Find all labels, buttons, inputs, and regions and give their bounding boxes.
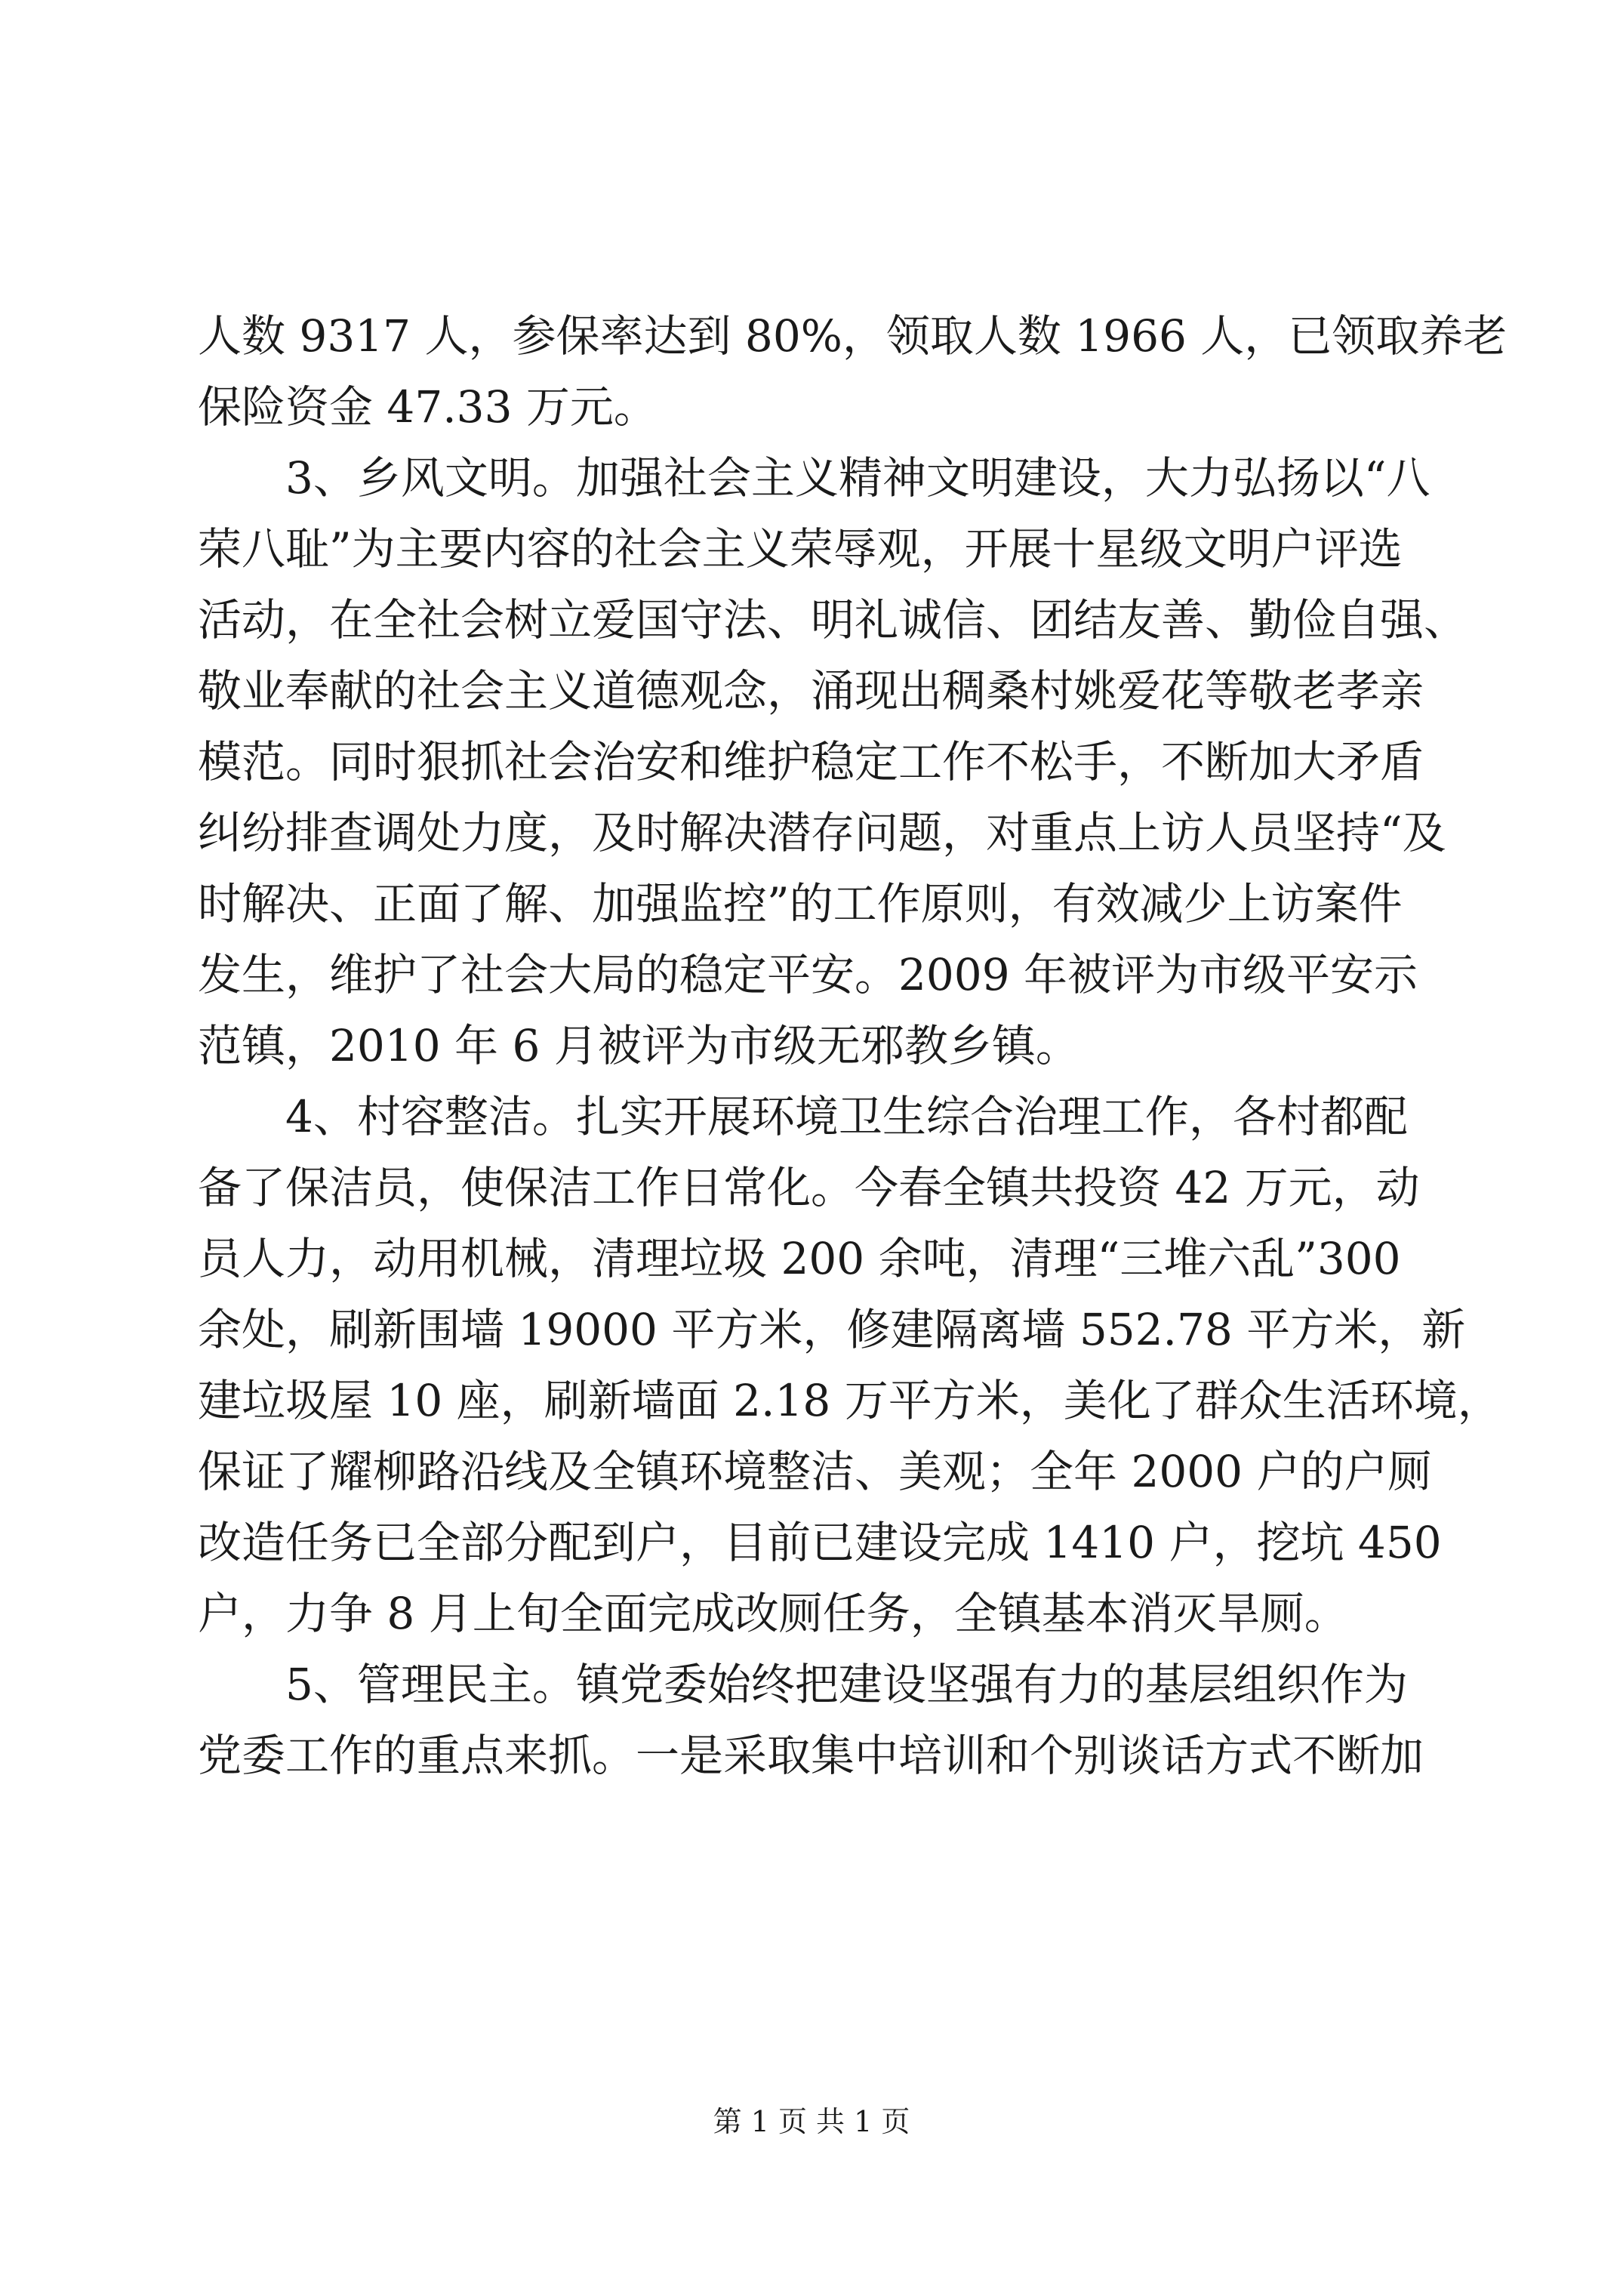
text-line: 人数 9317 人，参保率达到 80%，领取人数 1966 人，已领取养老 — [198, 310, 1508, 362]
text-line: 5、管理民主。镇党委始终把建设坚强有力的基层组织作为 — [198, 1659, 1408, 1710]
text-line: 党委工作的重点来抓。一是采取集中培训和个别谈话方式不断加 — [198, 1730, 1424, 1781]
text-line: 荣八耻”为主要内容的社会主义荣辱观，开展十星级文明户评选 — [198, 523, 1403, 575]
text-line: 模范。同时狠抓社会治安和维护稳定工作不松手，不断加大矛盾 — [198, 736, 1424, 787]
text-line: 发生，维护了社会大局的稳定平安。2009 年被评为市级平安示 — [198, 949, 1418, 1000]
text-line: 保险资金 47.33 万元。 — [198, 381, 658, 433]
text-line: 纠纷排查调处力度，及时解决潜存问题，对重点上访人员坚持“及 — [198, 807, 1446, 858]
document-body — [198, 300, 1508, 1791]
text-line: 时解决、正面了解、加强监控”的工作原则，有效减少上访案件 — [198, 878, 1403, 929]
text-line: 敬业奉献的社会主义道德观念，涌现出稠桑村姚爱花等敬老孝亲 — [198, 665, 1424, 717]
text-line: 备了保洁员，使保洁工作日常化。今春全镇共投资 42 万元，动 — [198, 1162, 1420, 1213]
text-line: 户，力争 8 月上旬全面完成改厕任务，全镇基本消灭旱厕。 — [198, 1588, 1348, 1639]
text-line: 改造任务已全部分配到户，目前已建设完成 1410 户，挖坑 450 — [198, 1517, 1442, 1568]
text-line: 范镇，2010 年 6 月被评为市级无邪教乡镇。 — [198, 1020, 1079, 1071]
text-line: 3、乡风文明。加强社会主义精神文明建设，大力弘扬以“八 — [198, 452, 1431, 504]
text-line: 活动，在全社会树立爱国守法、明礼诚信、团结友善、勤俭自强、 — [198, 594, 1468, 646]
text-line: 建垃圾屋 10 座，刷新墙面 2.18 万平方米，美化了群众生活环境， — [198, 1375, 1501, 1426]
page-number-label: 第 1 页 共 1 页 — [713, 2105, 910, 2138]
text-line: 保证了耀柳路沿线及全镇环境整洁、美观；全年 2000 户的户厕 — [198, 1446, 1432, 1497]
text-line: 4、村容整洁。扎实开展环境卫生综合治理工作，各村都配 — [198, 1091, 1408, 1142]
text-line: 员人力，动用机械，清理垃圾 200 余吨，清理“三堆六乱”300 — [198, 1233, 1401, 1284]
page-footer — [0, 2103, 1623, 2140]
text-line: 余处，刷新围墙 19000 平方米，修建隔离墙 552.78 平方米，新 — [198, 1304, 1466, 1355]
